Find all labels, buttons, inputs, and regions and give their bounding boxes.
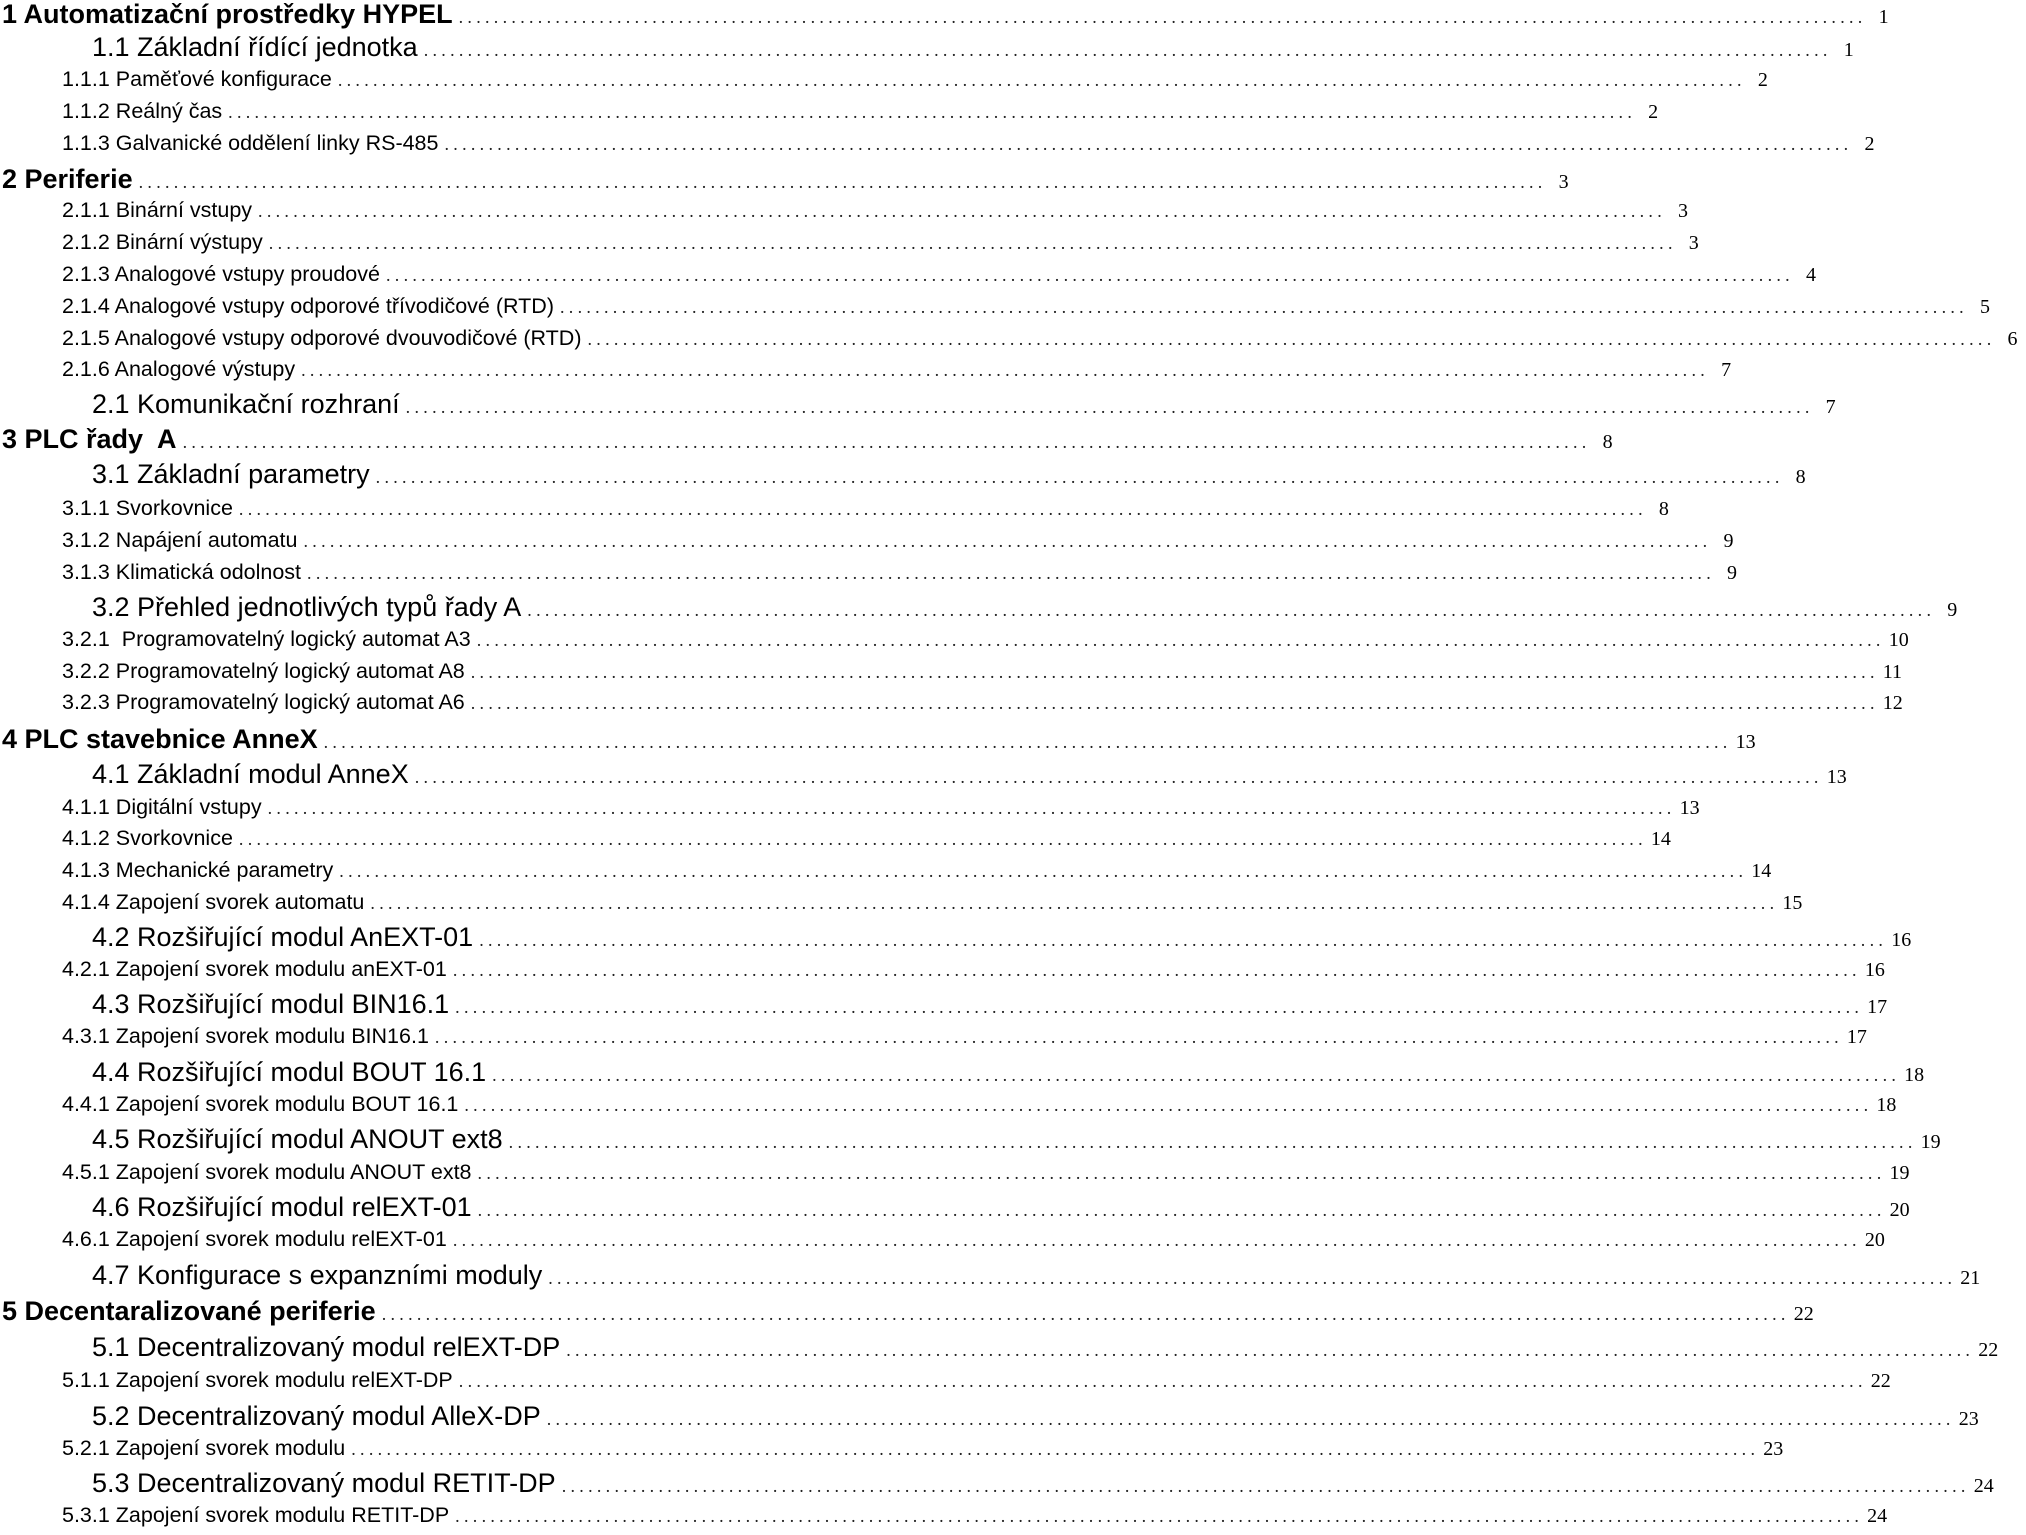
dot-leader: ................................................................................................................................................................ [370, 893, 1779, 913]
dot-leader: ................................................................................................................................................................ [527, 600, 1936, 620]
dot-leader: ................................................................................................................................................................ [548, 1268, 1957, 1288]
toc-entry[interactable] [62, 1092, 1897, 1117]
dot-leader: ................................................................................................................................................................ [375, 467, 1784, 487]
dot-leader: ................................................................................................................................................................ [470, 693, 1879, 713]
toc-page-number: 3 [1678, 200, 1689, 222]
dot-leader: ................................................................................................................................................................ [138, 172, 1547, 192]
toc-entry-title: 4.3.1 Zapojení svorek modulu BIN16.1 [62, 1024, 429, 1048]
dot-leader: ................................................................................................................................................................ [301, 360, 1710, 380]
toc-page-number: 23 [1958, 1408, 1979, 1430]
toc-entry[interactable] [92, 32, 1854, 63]
toc-entry-title: 4.1 Základní modul AnneX [92, 759, 409, 789]
toc-page-number: 18 [1876, 1094, 1897, 1116]
toc-page-number: 20 [1889, 1199, 1910, 1221]
dot-leader: ................................................................................................................................................................ [258, 201, 1667, 221]
toc-page-number: 3 [1688, 232, 1699, 254]
toc-page-number: 22 [1793, 1303, 1814, 1325]
toc-entry-title: 3.1.2 Napájení automatu [62, 528, 298, 552]
toc-entry-title: 5.1 Decentralizovaný modul relEXT-DP [92, 1332, 561, 1362]
toc-entry[interactable] [62, 99, 1659, 124]
dot-leader: ................................................................................................................................................................ [476, 630, 1885, 650]
toc-entry[interactable] [92, 989, 1888, 1020]
toc-page-number: 18 [1904, 1064, 1925, 1086]
toc-entry-title: 4.5.1 Zapojení svorek modulu ANOUT ext8 [62, 1160, 472, 1184]
toc-entry[interactable] [62, 1436, 1784, 1461]
toc-entry[interactable] [62, 1368, 1891, 1393]
toc-page-number: 16 [1891, 929, 1912, 951]
toc-entry-title: 2.1.1 Binární vstupy [62, 198, 253, 222]
dot-leader: ................................................................................................................................................................ [323, 732, 1732, 752]
toc-entry[interactable] [62, 294, 1990, 319]
toc-page-number: 19 [1920, 1131, 1941, 1153]
dot-leader: ................................................................................................................................................................ [452, 1230, 1861, 1250]
toc-entry-title: 4.6 Rozšiřující modul relEXT-01 [92, 1192, 472, 1222]
toc-entry-title: 4.5 Rozšiřující modul ANOUT ext8 [92, 1124, 503, 1154]
toc-entry-title: 2.1.6 Analogové výstupy [62, 357, 296, 381]
dot-leader: ................................................................................................................................................................ [458, 7, 1867, 27]
dot-leader: ................................................................................................................................................................ [561, 1476, 1970, 1496]
toc-entry-title: 1 Automatizační prostředky HYPEL [2, 0, 453, 29]
dot-leader: ................................................................................................................................................................ [559, 297, 1968, 317]
toc-entry[interactable] [92, 1057, 1925, 1088]
toc-entry[interactable] [62, 1503, 1888, 1528]
toc-entry-title: 3.2.1 Programovatelný logický automat A3 [62, 627, 471, 651]
dot-leader: ................................................................................................................................................................ [337, 70, 1746, 90]
toc-entry[interactable] [62, 826, 1671, 851]
toc-entry-title: 2.1.2 Binární výstupy [62, 230, 263, 254]
toc-page-number: 4 [1805, 264, 1816, 286]
dot-leader: ................................................................................................................................................................ [381, 1304, 1790, 1324]
toc-entry[interactable] [2, 164, 1569, 195]
dot-leader: ................................................................................................................................................................ [477, 1163, 1886, 1183]
dot-leader: ................................................................................................................................................................ [268, 233, 1677, 253]
toc-entry-title: 2.1.3 Analogové vstupy proudové [62, 262, 380, 286]
toc-entry[interactable] [92, 1192, 1910, 1223]
dot-leader: ................................................................................................................................................................ [339, 861, 1748, 881]
toc-entry[interactable] [62, 1024, 1867, 1049]
dot-leader: ................................................................................................................................................................ [464, 1095, 1873, 1115]
toc-entry-title: 5.3 Decentralizovaný modul RETIT-DP [92, 1468, 556, 1498]
toc-entry[interactable] [62, 496, 1669, 521]
toc-page-number: 13 [1679, 797, 1700, 819]
toc-entry[interactable] [92, 592, 1958, 623]
toc-entry[interactable] [92, 1468, 1994, 1499]
dot-leader: ................................................................................................................................................................ [182, 432, 1591, 452]
toc-entry-title: 5.3.1 Zapojení svorek modulu RETIT-DP [62, 1503, 450, 1527]
toc-entry-title: 4.2.1 Zapojení svorek modulu anEXT-01 [62, 957, 447, 981]
toc-entry-title: 2.1.5 Analogové vstupy odporové dvouvodičové (RTD) [62, 326, 582, 350]
dot-leader: ................................................................................................................................................................ [351, 1439, 1760, 1459]
toc-page-number: 8 [1795, 466, 1806, 488]
toc-page-number: 10 [1888, 629, 1909, 651]
toc-entry-title: 3 PLC řady A [2, 424, 177, 454]
dot-leader: ................................................................................................................................................................ [444, 134, 1853, 154]
toc-entry[interactable] [62, 67, 1768, 92]
toc-page-number: 15 [1782, 892, 1803, 914]
toc-page-number: 23 [1763, 1438, 1784, 1460]
toc-entry[interactable] [2, 724, 1756, 755]
toc-entry-title: 5.2 Decentralizovaný modul AlleX-DP [92, 1401, 541, 1431]
toc-entry[interactable] [62, 198, 1689, 223]
toc-page-number: 19 [1889, 1162, 1910, 1184]
toc-page-number: 11 [1882, 661, 1903, 683]
toc-entry[interactable] [62, 858, 1772, 883]
toc-entry-title: 4.1.1 Digitální vstupy [62, 795, 262, 819]
dot-leader: ................................................................................................................................................................ [423, 40, 1832, 60]
toc-page-number: 5 [1979, 296, 1990, 318]
toc-entry[interactable] [62, 957, 1885, 982]
toc-entry-title: 4.4.1 Zapojení svorek modulu BOUT 16.1 [62, 1092, 459, 1116]
toc-entry-title: 2 Periferie [2, 164, 133, 194]
dot-leader: ................................................................................................................................................................ [452, 960, 1861, 980]
toc-entry[interactable] [92, 922, 1912, 953]
dot-leader: ................................................................................................................................................................ [455, 1506, 1864, 1526]
toc-page-number: 13 [1826, 766, 1847, 788]
dot-leader: ................................................................................................................................................................ [303, 531, 1712, 551]
dot-leader: ................................................................................................................................................................ [434, 1027, 1843, 1047]
dot-leader: ................................................................................................................................................................ [385, 265, 1794, 285]
toc-page-number: 1 [1843, 39, 1854, 61]
toc-entry-title: 3.2.3 Programovatelný logický automat A6 [62, 690, 465, 714]
toc-page-number: 6 [2007, 328, 2018, 350]
toc-entry-title: 4.6.1 Zapojení svorek modulu relEXT-01 [62, 1227, 447, 1251]
toc-entry[interactable] [92, 459, 1806, 490]
dot-leader: ................................................................................................................................................................ [508, 1132, 1917, 1152]
toc-entry-title: 4.1.3 Mechanické parametry [62, 858, 334, 882]
toc-page-number: 16 [1864, 959, 1885, 981]
dot-leader: ................................................................................................................................................................ [228, 102, 1637, 122]
toc-entry-title: 3.1.3 Klimatická odolnost [62, 560, 302, 584]
toc-entry-title: 5.1.1 Zapojení svorek modulu relEXT-DP [62, 1368, 453, 1392]
toc-page-number: 14 [1751, 860, 1772, 882]
toc-page-number: 17 [1867, 996, 1888, 1018]
toc-entry-title: 4.1.2 Svorkovnice [62, 826, 233, 850]
toc-entry[interactable] [2, 0, 1889, 30]
toc-page-number: 2 [1648, 101, 1659, 123]
toc-entry[interactable] [92, 759, 1847, 790]
dot-leader: ................................................................................................................................................................ [479, 930, 1888, 950]
dot-leader: ................................................................................................................................................................ [238, 829, 1647, 849]
dot-leader: ................................................................................................................................................................ [587, 329, 1996, 349]
toc-page-number: 3 [1558, 171, 1569, 193]
toc-page-number: 17 [1846, 1026, 1867, 1048]
dot-leader: ................................................................................................................................................................ [566, 1340, 1975, 1360]
toc-entry-title: 4.4 Rozšiřující modul BOUT 16.1 [92, 1057, 487, 1087]
toc-entry-title: 4.2 Rozšiřující modul AnEXT-01 [92, 922, 474, 952]
dot-leader: ................................................................................................................................................................ [546, 1409, 1955, 1429]
toc-entry[interactable] [62, 560, 1738, 585]
toc-entry[interactable] [92, 389, 1836, 420]
toc-entry-title: 4 PLC stavebnice AnneX [2, 724, 318, 754]
toc-entry-title: 5.2.1 Zapojení svorek modulu [62, 1436, 346, 1460]
dot-leader: ................................................................................................................................................................ [414, 767, 1823, 787]
toc-entry[interactable] [62, 131, 1875, 156]
toc-entry[interactable] [92, 1401, 1979, 1432]
toc-entry-title: 3.2.2 Programovatelný logický automat A8 [62, 659, 465, 683]
dot-leader: ................................................................................................................................................................ [458, 1371, 1867, 1391]
toc-entry[interactable] [62, 230, 1699, 255]
toc-entry-title: 1.1 Základní řídící jednotka [92, 32, 418, 62]
dot-leader: ................................................................................................................................................................ [455, 997, 1864, 1017]
dot-leader: ................................................................................................................................................................ [470, 662, 1879, 682]
toc-entry[interactable] [92, 1124, 1941, 1155]
toc-entry[interactable] [62, 890, 1803, 915]
dot-leader: ................................................................................................................................................................ [267, 798, 1676, 818]
toc-entry[interactable] [62, 326, 2018, 351]
toc-entry-title: 1.1.2 Reálný čas [62, 99, 223, 123]
toc-entry[interactable] [2, 1296, 1814, 1327]
toc-entry-title: 4.1.4 Zapojení svorek automatu [62, 890, 365, 914]
toc-entry-title: 2.1 Komunikační rozhraní [92, 389, 400, 419]
toc-entry-title: 3.1.1 Svorkovnice [62, 496, 233, 520]
toc-entry[interactable] [62, 690, 1903, 715]
toc-entry-title: 4.7 Konfigurace s expanzními moduly [92, 1260, 543, 1290]
toc-entry-title: 1.1.1 Paměťové konfigurace [62, 67, 332, 91]
toc-entry[interactable] [62, 1227, 1885, 1252]
dot-leader: ................................................................................................................................................................ [492, 1065, 1901, 1085]
toc-entry-title: 3.2 Přehled jednotlivých typů řady A [92, 592, 522, 622]
toc-entry[interactable] [62, 795, 1700, 820]
toc-page-number: 22 [1978, 1339, 1999, 1361]
toc-entry[interactable] [62, 528, 1734, 553]
toc-page-number: 2 [1757, 69, 1768, 91]
toc-entry[interactable] [62, 627, 1909, 652]
toc-page-number: 21 [1960, 1267, 1981, 1289]
toc-page-number: 2 [1864, 133, 1875, 155]
toc-page-number: 7 [1825, 396, 1836, 418]
toc-entry-title: 1.1.3 Galvanické oddělení linky RS-485 [62, 131, 439, 155]
toc-entry[interactable] [62, 659, 1903, 684]
toc-entry-title: 2.1.4 Analogové vstupy odporové třívodičové (RTD) [62, 294, 554, 318]
toc-entry-title: 4.3 Rozšiřující modul BIN16.1 [92, 989, 450, 1019]
toc-page-number: 24 [1973, 1475, 1994, 1497]
toc-page-number: 1 [1878, 6, 1889, 28]
toc-entry[interactable] [62, 357, 1732, 382]
toc-page-number: 9 [1947, 599, 1958, 621]
toc-page-number: 20 [1864, 1229, 1885, 1251]
dot-leader: ................................................................................................................................................................ [477, 1200, 1886, 1220]
toc-page-number: 14 [1650, 828, 1671, 850]
toc-page-number: 9 [1727, 562, 1738, 584]
toc-entry[interactable] [2, 424, 1613, 455]
toc-page-number: 9 [1723, 530, 1734, 552]
toc-page-number: 7 [1721, 359, 1732, 381]
toc-entry-title: 3.1 Základní parametry [92, 459, 370, 489]
toc-entry[interactable] [92, 1260, 1981, 1291]
toc-page-number: 24 [1867, 1505, 1888, 1527]
toc-page-number: 13 [1735, 731, 1756, 753]
toc-entry[interactable] [62, 262, 1816, 287]
toc-page-number: 8 [1658, 498, 1669, 520]
toc-page-number: 8 [1602, 431, 1613, 453]
dot-leader: ................................................................................................................................................................ [405, 397, 1814, 417]
toc-entry[interactable] [92, 1332, 1999, 1363]
toc-page-number: 12 [1882, 692, 1903, 714]
dot-leader: ................................................................................................................................................................ [238, 499, 1647, 519]
toc-entry-title: 5 Decentaralizované periferie [2, 1296, 376, 1326]
toc-page-number: 22 [1870, 1370, 1891, 1392]
toc-entry[interactable] [62, 1160, 1910, 1185]
dot-leader: ................................................................................................................................................................ [307, 563, 1716, 583]
